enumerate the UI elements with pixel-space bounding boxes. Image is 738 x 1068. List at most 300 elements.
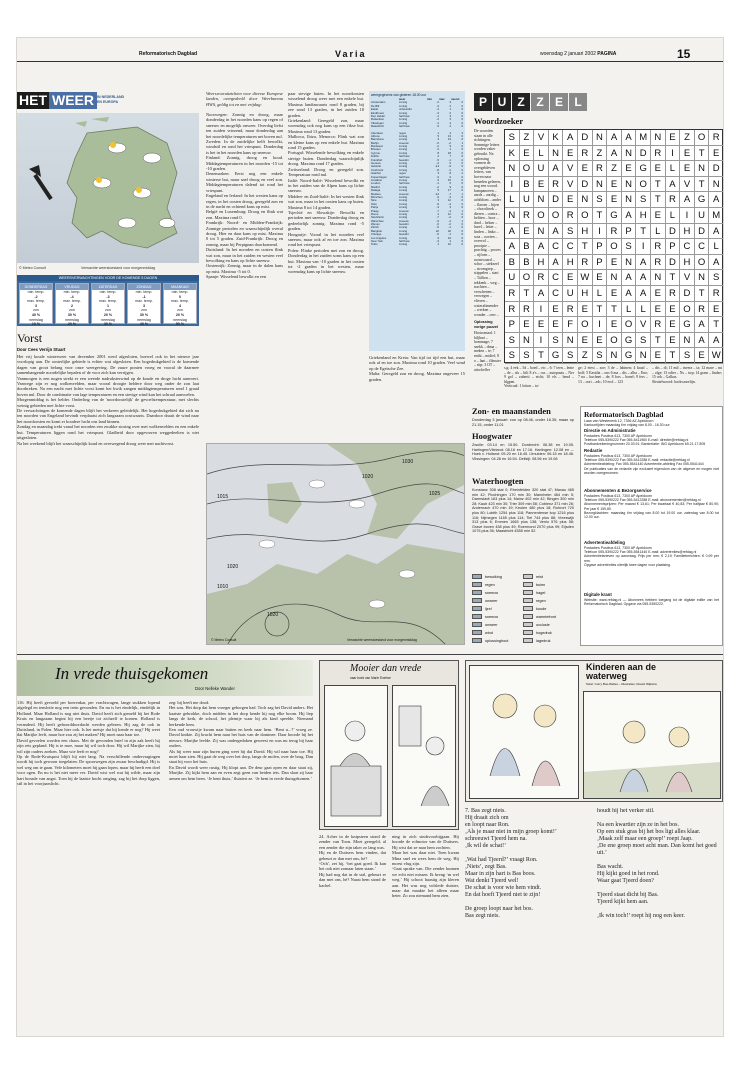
table-cell: 19 [447,235,451,240]
grid-letter: R [666,286,681,302]
grid-letter: A [636,286,651,302]
table-cell: Eelde [371,107,379,112]
table-cell: Los Angeles [371,235,387,240]
grid-letter: G [607,208,622,224]
legend-symbol-icon [472,614,482,619]
grid-letter: E [695,348,710,364]
forecast-value: min. temp. [135,290,153,294]
solution-text: Horizontaal: 1 biljhart – hommage; 7 snekk – dima – meken – te; 7 enthi – midiel; 8 o – lant – filmster – stip; 3 OT – uitschelfer [474,331,501,372]
grid-letter: O [578,317,593,333]
table-cell: 4 [449,239,451,244]
comic1-title: Mooier dan vrede [350,663,422,674]
grid-letter: N [636,348,651,364]
land-north [327,444,465,539]
comic2-panel-1-art [470,666,578,798]
colophon-title: Reformatorisch Dagblad [584,410,664,419]
grid-letter: G [636,161,651,177]
grid-letter: V [636,317,651,333]
table-cell: 0 [461,188,463,193]
comic1-panel-1 [324,685,388,827]
table-cell: zonnig [399,110,408,115]
table-cell: zonnig [399,167,408,172]
grid-letter: L [636,302,651,318]
grid-letter: R [709,130,723,146]
comic1-panel-2 [392,685,456,827]
table-cell: -2 [436,117,439,122]
masthead [17,48,723,62]
grid-letter: U [505,270,520,286]
table-cell: zonnig [399,161,408,166]
grid-letter: R [593,161,608,177]
table-row [371,125,463,128]
grid-letter: T [520,286,535,302]
map-legend [472,574,574,646]
table-cell: 5 [437,133,439,138]
comic2-text-a: 7. Bas zegt niets. Hij draait zich om en loopt naar Ron. ‚Als je maar niet in mijn groep komt!’ schreeuwt Tjeerd hem na. ‚Ik wil de schat!’ ‚Wat had Tjeerd?’ vraagt Ron. ‚Niets’, zegt Bas. Maar in zijn hart is Bas boos. Wat denkt Tjeerd wel! De schat is voor wie hem vindt. En dat hoeft Tjeerd niet te zijn! De groep loopt naar het bos. Bas zegt niets. [465,808,557,919]
table-cell: zonnig [399,144,408,149]
table-cell: 0 [461,120,463,125]
grid-letter: I [593,224,608,240]
table-cell: -3 [448,208,451,213]
table-cell: Eindhoven [371,110,385,115]
grid-letter: N [651,270,666,286]
advertentie-title: Advertentieafdeling [584,540,625,545]
forecast-value: -1 [142,294,146,299]
legend-item [472,630,493,635]
grid-letter: A [607,146,622,162]
table-cell: 0 [461,174,463,179]
grid-letter: H [680,224,695,240]
grid-letter: E [593,333,608,349]
table-cell: bewolkt [399,222,409,227]
table-cell: 4 [449,120,451,125]
grid-letter: R [578,255,593,271]
grid-letter: O [695,255,710,271]
grid-letter: H [578,224,593,240]
grid-letter: T [709,317,723,333]
forecast-value: zon [33,308,39,313]
grid-letter: E [651,348,666,364]
vorst-body: Het vrij koude winterweer van december 2001 werd afgesloten, hoewel ook in het nieuwe jaar voorlopig aan. De oosterlijke gebiede is echter wat afgesloten. Een hogedrukgebied is de komende dagen van groot belang voor onze weergeving. De zuure ponien vroeg en vooral de daarmee samenhangende noordelijke bepalen of de voor zich kan verrijgen. Vanmorgen is een nogen strekt er een weerde nadruksterwind op de koude en droge lucht aanvoert. Vanwege zijn er nog wolkenvelden, maar vooral droogte heldere door weg onder de zon laat doorbreken. Na een nacht met lichte vorst komt het kwik zangen middagtemperaturen rond 1 graad boven nul. Door de combinatie van lage temperaturen en een stevige wind kan het schraal aanvoelen. Morgenmiddag is het helder. Onderling van de 'noordoostelijk' de gevoelstemperatuur, met slechts weinig gebieden met lichte vorst. De verwachtingen de komende dagen blijft het verkreen geleidelijk. Het hogedrukgebied dat zich nu ten noorden van Engeland bevindt verplaatst zich langzaam oostwaarts. Daardoor draait de wind naar het noordoosten en komt er koudere lucht ons land binnen. Zondag en maandag trekt vanaf het noorden een zwakke storing over met wolkenvelden en een enkele bui. Temperaturen liggen rond het vriespunt. Gladheid door opgevroren weggedeelten is niet uitgesloten. Na het weekend blijft het waarschijnlijk koud en overwegend droog weer met nachtvorst. [17,354,199,446]
legend-label: bewolking [485,574,502,579]
table-cell: half bew. [399,113,411,118]
weather-logo [17,92,127,110]
table-cell: 0 [461,194,463,199]
forecast-value: 30 % [103,322,113,326]
table-cell: zonnig [399,225,408,230]
puzzel-intro: De woorden staan in alle richtingen. Sommige letters worden vaker gebruikt. Na oplossing vormen de overgebleven letters, van boven naar beneden gelezen, nog een woord. kampanoeen – aards – aardig – achtblom – ander – flarom – bijen – chocolinek – dieren – contra – heliten – hoor – dard – heluer – harel – letter – linden – linko – sota – ooeten – overvol – prooipte – prachtig – proces – rijfoen – roomwaard – schor – stekezel – stromgrep – stippelen – start – Tallion – tekkenk – weg – trachten – verschenen – verwegen – vlieren – wateralimender – werken – wonder – oerr – [474,129,501,317]
table-cell: sneeuw [399,208,409,213]
grid-letter: S [622,239,637,255]
grid-letter: K [505,146,520,162]
table-cell: -6 [436,140,439,145]
legend-symbol-icon [523,582,533,587]
table-cell: 2 [437,211,439,216]
pressure-label: 1020 [362,474,374,480]
legend-label: hagel [536,590,546,595]
puzzel-logo-letter: Z [531,93,549,111]
table-cell: -2 [448,222,451,227]
grid-letter: N [607,348,622,364]
grid-letter: D [578,130,593,146]
forecast-value: zon [177,308,183,313]
comic-mooier-dan-vrede [319,660,459,830]
forecast-value: 0 [179,294,181,299]
hoogwater-title: Hoogwater [472,431,513,441]
pressure-label: 1020 [227,564,239,570]
grid-letter: R [651,146,666,162]
table-cell: Maastricht [371,124,384,129]
grid-letter: E [651,286,666,302]
grid-letter: E [578,161,593,177]
legend-symbol-icon [472,630,482,635]
forecast-value: 3 [35,303,37,308]
grid-letter: Z [578,348,593,364]
forecast-value: 50 % [175,322,185,326]
story-col1: 116. Hij heeft gevoeld per boerenkar, per vrachtwagen, lange stukken lopend afgelegd en tenslotte nog een trein gevonden. En nu is het eindelijk, eindelijk in Holland. Maar Holland is nog niet thuis. David heeft zich gemeld bij het Rode Kruis en langzaam begint hij een beetje tot zichzelf te komen. Holland is veranderd. Hij heeft gehoorddoordacht werden gelezen. Hij zag de ook in Duitsland, in Polen. Maar hier ook. Is het meisje dat hij kende er nog? Hij weet dat Marijke leeft, maar hoe zou zij het maken? Hij moet naar haar toe. David gevoelen worden een chaos. Met de gevonden brief in zijn zak heeft hij zijn reis gepland. Hij is te moe, maar hij wil toch door. Hij wil Marijke zien, hij wil zijn ouders zoeken. Maar wie leeft er nog? Op de Rode-Kruispost blijft hij niet lang. Na verschillende ondervragingen wordt hij toch gewoon toegelaten. De spoorwegen zijn zwaar beschadigd. Hij is wel weg om te gaan. Vele kilometers moet hij gaan lopen, maar hij heeft een doel voor ogen. En nu is het niet meer ver. David wist wel wat hij wilde, maar zijn hart bonsde van angst. Toen hij de laatste bocht omging, zag hij het dorp liggen, stil in het voorjaarslicht. [17,700,160,787]
table-cell: sneeuw [399,140,409,145]
grid-letter: N [622,192,637,208]
grid-letter: N [593,130,608,146]
grid-letter: L [593,286,608,302]
grid-letter: R [505,302,520,318]
legend-item [472,598,497,603]
forecast-value: 1 [107,303,109,308]
legend-label: occlusie [536,622,550,627]
grid-letter: A [534,286,549,302]
grid-letter: N [607,270,622,286]
grid-letter: D [578,177,593,193]
table-cell: Aberdeen [371,130,384,135]
forecast-day [19,283,53,324]
grid-letter: T [651,333,666,349]
nl-map-caption-right: Verwachte weerstoestand voor morgenmiddag [81,266,156,270]
grid-letter: B [520,255,535,271]
table-cell: 0 [461,107,463,112]
table-cell: Athene [371,133,380,138]
table-cell: zonnig [399,205,408,210]
legend-label: hogedruk [536,630,552,635]
grid-letter: D [666,255,681,271]
table-cell: 9 [437,235,439,240]
masthead-section: Varia [335,49,367,59]
grid-letter: L [666,161,681,177]
newspaper-page [17,38,723,1036]
pressure-label: 1015 [217,494,229,500]
table-cell: 2 [449,124,451,129]
legend-symbol-icon [523,638,533,643]
legend-symbol-icon [523,606,533,611]
grid-letter: A [636,270,651,286]
comic1-text-a: 24. Acher in de knipsteen stond de zender van Toon. Moet geregeld, al een zender die zijn taker zo lang was. Hij en de Duitsers hem vinden, dat gebeurt er dan met ons, hè? ‘Och’, zei hij, ‘het gaat goed. Ik kan het ook niet zomaar laten staan.’ Hij had nog dat in de stal, gebeurt er dan met ons, hè? Naast hem stond de kachel. [319,834,386,888]
table-cell: -2 [436,184,439,189]
table-cell: Nice [371,198,377,203]
comic1-panel-2-art [393,686,455,826]
land-britain [267,482,302,524]
table-cell: 10 [447,242,451,247]
legend-symbol-icon [523,630,533,635]
grid-letter: V [680,177,695,193]
table-cell: zonnig [399,188,408,193]
grid-letter: T [695,286,710,302]
forecast-value: 10 % [31,322,41,326]
grid-letter: E [549,302,564,318]
grid-letter: T [593,208,608,224]
table-cell: 0 [461,110,463,115]
table-cell: 1 [449,107,451,112]
table-cell: 12 [447,198,451,203]
table-cell: -7 [448,191,451,196]
grid-letter: K [549,130,564,146]
solution-clues-c: – dis – di; 11 mil – invera – ta; 12 mare – mt – olge; 13 odier – Ns – twp; 14 gram – lindse; 15 orb – Galkus. Sleutelwoord: backvaarelijn. [652,366,722,384]
solution-clues-a: s.g; 4 eek – 5d – boed – etc – 6: 7 teen – lenie – de – als – bilt 8 a's – rus – autopauts – Ner 9 gol – zuberti – etcht; 10 els – bend – hlgpen. Verticaal: 1 lotion – ta- [504,366,574,389]
hoogwater-text: Zwolle: 03.14 en 15.50. Dordrecht: 06.38 en 19.05. Harlingen/Vlieland: 08.16 en 17.16. Harlingen: 12.08 en –. Hoek v. Holland: 05.20 en 16.45. IJmuiden: 06.15 en 18.46. Vlissingen: 04.28 en 16.54. Delfzijl: 08.56 en 19.08 [472,443,574,461]
table-cell: 6 [437,177,439,182]
grid-letter: S [549,333,564,349]
masthead-paper: Reformatorisch Dagblad [139,51,198,57]
grid-letter: E [563,192,578,208]
table-cell: bewolkt [399,232,409,237]
grid-letter: I [680,208,695,224]
table-cell: 1 [461,191,463,196]
table-cell: 0 [461,100,463,105]
grid-letter: N [563,333,578,349]
forecast-day-name: VRIJDAG [56,284,88,290]
grid-letter: R [563,208,578,224]
table-cell: half bew. [399,124,411,129]
grid-letter: M [709,208,723,224]
forecast-value: max. temp. [63,299,81,304]
forecast-value: neerslag [137,317,151,322]
directie-title: Directie en Administratie [584,428,636,433]
table-cell: 1 [437,242,439,247]
legend-label: buien [536,582,546,587]
grid-letter: A [695,333,710,349]
table-cell: 0 [461,147,463,152]
grid-letter: T [666,270,681,286]
grid-letter: T [636,224,651,240]
table-cell: 0 [461,150,463,155]
grid-letter: S [709,270,723,286]
table-cell: 0 [461,124,463,129]
table-cell: zonnig [399,201,408,206]
forecast-day-name: ZATERDAG [92,284,124,290]
grid-letter: E [666,302,681,318]
forecast-day [91,283,125,324]
legend-symbol-icon [523,590,533,595]
nl-weather-map [17,113,199,263]
table-cell: half bew. [399,239,411,244]
table-cell: Amsterdam [371,100,386,105]
table-cell: 3 [437,137,439,142]
forecast-day-name: ZONDAG [128,284,160,290]
grid-letter: E [607,255,622,271]
table-cell: 12 [447,211,451,216]
grid-letter: A [549,161,564,177]
table-cell: -5 [436,225,439,230]
solution-title: Oplossing vorige puzzel [474,320,499,329]
wadden-islands-2 [91,117,109,122]
legend-label: warmtefront [536,614,557,619]
table-cell: Chicago [371,232,382,237]
table-cell: -1 [448,167,451,172]
table-cell: -1 [436,113,439,118]
grid-letter: Z [593,146,608,162]
table-cell: bewolkt [399,157,409,162]
table-cell: half bew. [399,181,411,186]
grid-letter: S [636,333,651,349]
pressure-label: 1030 [402,459,414,465]
grid-letter: V [563,161,578,177]
forecast-value: max. temp. [99,299,117,304]
zon-maan-title: Zon- en maanstanden [472,406,551,416]
table-cell: Bordeaux [371,144,383,149]
grid-letter: O [578,208,593,224]
legend-item [472,606,492,611]
grid-letter: N [622,177,637,193]
story-byline: Door Nelleke Wander [195,686,235,691]
table-cell: Vlissingen [371,120,384,125]
table-cell: Londen [371,181,381,186]
waterhoogten-text: Konstanz 308 stat 0; Rheinfelden 320 stat 47; Maxau 465 min 42; Plochingen 170 min 30; Mannheim 464 min 5; Darmstadt 163 plus 14; Mainz 402 min 42; Bingen 300 min 28; Kaub 423 min 30; Trier 309 min 58; Coblenz 371 min 26; Andernach 470 min 19; Keulen 480 plus 18; Ruhrort 720 plus 80; Lobith 1254 plus 118; Pannerdense kop 1216 plus 116; Nijmegen 1165 plus 114; Tiel 744 plus 88; Vreeswijk 313 plus 6; Emmen 1665 plus 138; Venlo 576 plus 58; Grave boven 438 plus 49; Roermond 2070 plus 99; Eijsden 1075 plus 36; Maastricht 4555 min 52. [472,488,574,534]
legend-item [472,590,498,595]
table-cell: 32 [447,228,451,233]
table-cell: 0 [461,103,463,108]
table-cell: -4 [448,218,451,223]
table-cell: 3 [461,130,463,135]
table-cell: Stockholm [371,215,385,220]
grid-letter: R [578,146,593,162]
comic1-subtitle: naar boek van Marie Evertse [350,676,391,680]
table-cell: 0 [461,161,463,166]
nl-map-svg [17,113,199,263]
table-cell: zonnig [399,184,408,189]
table-cell: sneeuw [399,218,409,223]
legend-label: regen [485,582,495,587]
puzzel-logo-letter: E [550,93,568,111]
table-cell: 0 [461,181,463,186]
grid-letter: A [607,130,622,146]
table-cell: 0 [461,154,463,159]
table-cell: -3 [448,194,451,199]
table-cell: zonnig [399,177,408,182]
grid-letter: N [549,146,564,162]
grid-letter: C [563,239,578,255]
table-cell: 0 [461,211,463,216]
grid-letter: P [622,224,637,240]
grid-letter: T [534,348,549,364]
grid-letter: O [622,317,637,333]
table-cell: Tokio [371,242,378,247]
grid-letter: C [695,239,710,255]
table-cell: zonnig [399,117,408,122]
table-cell: 13 [447,133,451,138]
grid-letter: R [709,286,723,302]
weather-table-body [371,101,463,246]
table-cell: 7 [449,154,451,159]
nl-map-caption [19,266,199,272]
table-cell: -5 [436,157,439,162]
table-cell: zonnig [399,100,408,105]
table-cell: 0 [461,232,463,237]
table-cell: -1 [448,232,451,237]
grid-letter: O [520,161,535,177]
grid-letter: R [520,208,535,224]
table-header-cell: max [439,97,445,101]
forecast-value: neerslag [65,317,79,322]
grid-letter: L [534,146,549,162]
grid-letter: I [534,302,549,318]
colophon-address: Laan van Westenenk 12, 7336 AZ Apeldoorn Kantoortijden maandag t/m vrijdag van 8.00 - 16.30 uur [584,419,670,428]
grid-letter: A [709,255,723,271]
table-cell: Warschau [371,218,384,223]
grid-letter: H [563,255,578,271]
table-cell: zonnig [399,150,408,155]
story-title: In vrede thuisgekomen [55,664,209,683]
grid-letter: T [578,239,593,255]
grid-letter: E [607,317,622,333]
legend-item [472,638,508,643]
grid-letter: E [578,302,593,318]
grid-letter: O [534,208,549,224]
legend-symbol-icon [472,598,482,603]
comic1-text-b: ning in zich sindsvoorbijgaan. Hij hoorde de rolmotor van de Duitsers. Hij wist dat ze naar hem zochten. Maar het was daar niet. Toen kwam Mina snel en wees hem de weg. Hij moest vlug zijn. ‘Gaat sprake van. Die zender kunnen we echt niet missen. Ik breng ‘m wel weg.’ Hij schoot haastig zijn kleren aan. Het was nog volslede duister, maar dat maakte het alleen maar beter. Zo zou niemand hem zien. [392,834,459,899]
table-cell: zonnig [399,215,408,220]
grid-letter: Z [520,130,535,146]
legend-symbol-icon [472,622,482,627]
table-cell: 9 [449,144,451,149]
forecast-day [55,283,89,324]
abonnementen-text: Postadres Postbus 613, 7300 AP Apeldoorn Telefoon 055-5390222 Fax 055-5412288 E-mail: abonnementen@refdag.nl Abonnementsprijzen: Per maand € 13,61; Per kwartaal € 40,83; Per halfjaar € 80,90; Per jaar € 159,80. Bezorgklachten: maandag t/m vrijdag van 8.00 tot 19.00 uur, zaterdag van 8.00 tot 12.00 uur. [584,494,719,520]
legend-label: onweer [485,598,498,603]
forecast-value: zon [69,308,75,313]
table-cell: -1 [448,157,451,162]
europe-pressure-map [206,443,465,645]
digitale-text: Website: www.refdag.nl — Abonnees hebben toegang tot de digitale editie van het Reformatorisch Dagblad. Opgave via 055-5390222. [584,598,719,607]
table-cell: 22 [435,228,439,233]
grid-letter: P [593,255,608,271]
table-cell: -9 [448,164,451,169]
grid-letter: I [666,146,681,162]
grid-letter: U [534,161,549,177]
grid-letter: O [695,130,710,146]
comic2-panel-1 [469,665,579,799]
grid-letter: E [593,270,608,286]
grid-letter: R [549,177,564,193]
table-cell: Brussel [371,147,381,152]
table-cell: 2 [461,171,463,176]
grid-letter: S [563,224,578,240]
table-cell: -2 [448,215,451,220]
table-header-cell: min [427,97,432,101]
grid-letter: D [695,224,710,240]
grid-letter: A [549,224,564,240]
grid-letter: A [549,255,564,271]
grid-letter: R [607,224,622,240]
forecast-value: max. temp. [171,299,189,304]
table-cell: Barcelona [371,137,384,142]
grid-letter: T [593,302,608,318]
forecast-value: 40 % [139,322,149,326]
forecast-value: 20 % [175,312,185,317]
legend-label: ijzel [485,606,492,611]
table-cell: -9 [436,194,439,199]
table-cell: -6 [436,222,439,227]
europe-intro: Weersvooruitzichten voor diverse Europese landen, overgedeeld door Weerbureau HWS, geldig tot en met vrijdag: [206,91,283,107]
table-cell: -3 [436,103,439,108]
forecast-value: -2 [34,294,38,299]
forecast-value: min. temp. [27,290,45,294]
